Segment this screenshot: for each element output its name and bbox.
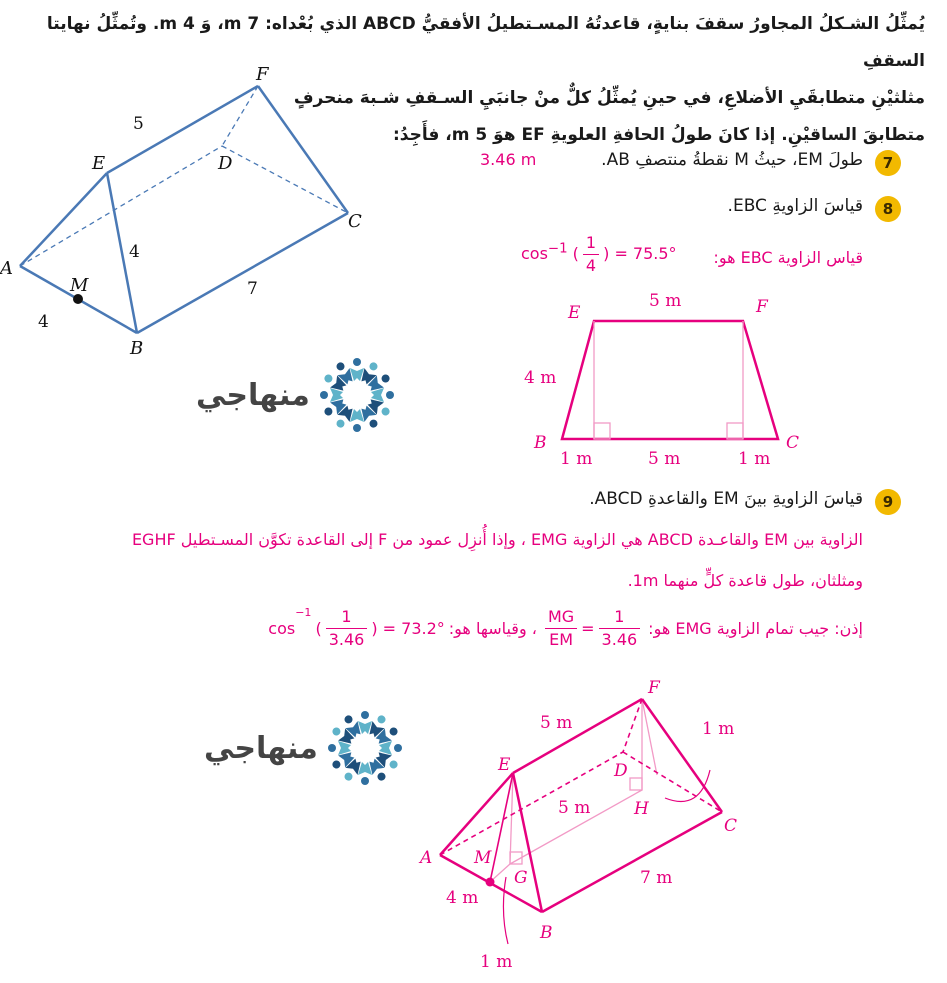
figure-2-trapezoid — [520, 290, 810, 475]
label-b: B — [130, 338, 144, 359]
logo-text-1: منهاجي — [196, 377, 310, 413]
logo-figure — [320, 388, 343, 402]
question-8-badge: 8 — [875, 196, 901, 222]
question-9-answer-line-2: ومثلثان، طول قاعدة كلٍّ منهما 1m. — [627, 571, 863, 590]
dim-top: 5 — [133, 114, 144, 134]
label-e3: E — [498, 755, 511, 775]
q9-frac-em: EM — [549, 630, 573, 649]
edge-ae-2 — [440, 773, 513, 855]
q9-mid: ، وقياسها هو: — [448, 619, 537, 638]
q8-frac-num: 1 — [583, 232, 599, 255]
manhaji-logo-1 — [196, 352, 400, 438]
q9-frac3-num: 1 — [326, 606, 368, 629]
q9-cos-formula — [268, 606, 444, 651]
q8-cos: cos — [521, 244, 548, 263]
label-e2: E — [568, 303, 581, 323]
label-e: E — [92, 153, 106, 174]
edge-ad-hidden-2 — [440, 752, 623, 855]
q9-frac3-den: 3.46 — [328, 630, 365, 649]
q9-equals: = — [581, 619, 595, 638]
dim-b3: 1 m — [738, 449, 771, 469]
question-9-answer-line-1: الزاوية بين EM والقاعـدة ABCD هي الزاوية EMG ، وإذا أُنزِل عمود من F إلى القاعدة تكوَّن المسـتطيل EGHF — [131, 530, 863, 549]
q9-frac-1-346 — [599, 606, 641, 651]
label-h3: H — [634, 799, 649, 819]
q9-frac1-den: 3.46 — [601, 630, 638, 649]
label-f2: F — [756, 297, 768, 317]
edge-eb-2 — [513, 773, 542, 912]
logo-figure — [358, 762, 372, 785]
question-9-text: قياسَ الزاويةِ بينَ EM والقاعدةِ ABCD. — [589, 489, 863, 509]
question-8-answer-label: قياس الزاوية EBC هو: — [713, 248, 863, 267]
question-8-answer-formula — [521, 232, 677, 277]
dim-hc3: 1 m — [702, 719, 735, 739]
dim-bc3: 7 m — [640, 868, 673, 888]
q9-paren-open: ( — [315, 619, 322, 638]
question-7-answer: 3.46 m — [480, 150, 537, 169]
label-a: A — [0, 258, 13, 279]
q8-sup: −1 — [547, 241, 568, 257]
label-f: F — [256, 64, 269, 85]
logo-figure — [371, 388, 394, 402]
dim-b1: 1 m — [560, 449, 593, 469]
figure-1-roof — [0, 60, 380, 360]
logo-figure — [350, 409, 364, 432]
question-9-answer-line-3 — [268, 606, 863, 651]
logo-figure — [350, 358, 364, 381]
problem-line-1: يُمثِّلُ الشـكلُ المجاورُ سقفَ بنايةٍ، قاعدتُهُ المسـتطيلُ الأفقيُّ ABCD الذي بُعْداه: 7 m، وَ 4 m. وتُمثِّلُ نهايتا السقفِ — [46, 14, 925, 71]
manhaji-logo-icon — [314, 352, 400, 438]
logo-figure — [328, 741, 351, 755]
edge-ae — [20, 173, 107, 266]
right-angle-right — [727, 423, 743, 439]
right-angle-h — [630, 778, 642, 790]
label-b3: B — [540, 923, 553, 943]
q8-result: ) = 75.5° — [603, 244, 677, 263]
label-m3: M — [474, 848, 492, 868]
edge-ef — [107, 86, 258, 173]
label-d3: D — [614, 761, 628, 781]
q8-frac-den: 4 — [585, 256, 597, 275]
q8-paren-open: ( — [572, 244, 579, 263]
right-angle-left — [594, 423, 610, 439]
edge-dc-hidden — [222, 146, 348, 213]
q9-result: ) = 73.2° — [371, 619, 445, 638]
q9-frac1-num: 1 — [599, 606, 641, 629]
dim-side: 4 — [129, 242, 140, 262]
dim-base: 7 — [247, 279, 258, 299]
dim-b2: 5 m — [648, 449, 681, 469]
dim-ef: 5 m — [649, 291, 682, 311]
dim-gh3: 5 m — [558, 798, 591, 818]
q8-fraction — [583, 232, 599, 277]
manhaji-logo-icon — [322, 705, 408, 791]
problem-line-2: مثلثيْنِ متطابقَيِ الأضلاعِ، في حينِ يُمثِّلُ كلٌّ منْ جانبَيِ السـقفِ شـبهَ منحرفٍ — [293, 88, 925, 108]
edge-bc-2 — [542, 812, 722, 912]
label-c2: C — [786, 433, 800, 453]
logo-text-2: منهاجي — [204, 730, 318, 766]
question-9-badge: 9 — [875, 489, 901, 515]
dim-mg3: 1 m — [480, 952, 513, 972]
edge-bc — [137, 213, 348, 333]
label-g3: G — [514, 868, 528, 888]
q9-sup: −1 — [295, 606, 312, 619]
figure-3-roof — [410, 672, 770, 977]
dim-am3: 4 m — [446, 888, 479, 908]
dim-ef3: 5 m — [540, 713, 573, 733]
label-c3: C — [724, 816, 738, 836]
q9-frac-cos — [326, 606, 368, 651]
logo-figure — [358, 711, 372, 734]
point-m-2 — [486, 878, 495, 887]
q9-ratio — [541, 606, 644, 651]
problem-line-3: متطابقَ الساقيْنِ. إذا كانَ طولُ الحافةِ العلويةِ EF هوَ 5 m، فأَجِدُ: — [392, 125, 925, 145]
dim-am: 4 — [38, 312, 49, 332]
label-d: D — [218, 153, 233, 174]
q9-frac-mg: MG — [545, 606, 577, 629]
question-7-text: طولَ EM، حيثُ M نقطةُ منتصفِ AB. — [601, 150, 863, 170]
pointer-arrow-bottom — [503, 877, 508, 944]
label-m: M — [70, 275, 89, 296]
logo-figure — [379, 741, 402, 755]
q9-cos: cos — [268, 619, 296, 638]
edge-em — [490, 773, 513, 882]
question-7-badge: 7 — [875, 150, 901, 176]
label-b2: B — [534, 433, 547, 453]
edge-fc-2 — [642, 699, 722, 812]
dim-eb: 4 m — [524, 368, 557, 388]
label-c: C — [348, 211, 362, 232]
edge-fc — [258, 86, 348, 213]
q9-label: إذن: جيب تمام الزاوية EMG هو: — [648, 619, 863, 638]
question-8-text: قياسَ الزاويةِ EBC. — [727, 196, 863, 216]
label-f3: F — [648, 678, 660, 698]
label-a3: A — [420, 848, 433, 868]
manhaji-logo-2 — [204, 705, 408, 791]
q9-frac-mg-em — [545, 606, 577, 651]
